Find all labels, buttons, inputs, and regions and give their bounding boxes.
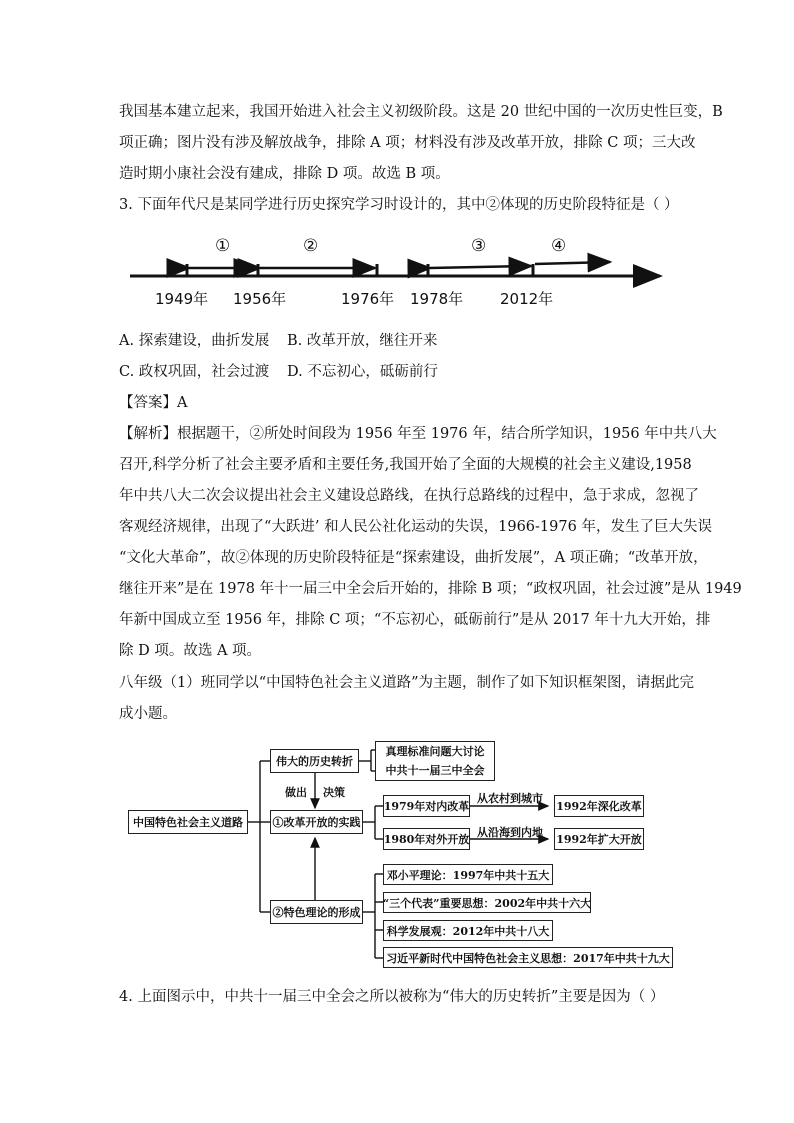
year-1978: 1978年 [410, 290, 464, 308]
option-b: B. 改革开放，继往开来 [287, 333, 438, 349]
decide-right-label: 决策 [323, 786, 345, 799]
analysis-line-4: 客观经济规律，出现了“大跃进’ 和人民公社化运动的失误，1966-1976 年，发生了巨大失误 [119, 519, 712, 535]
prev-answer-line-2: 项正确；图片没有涉及解放战争，排除 A 项；材料没有涉及改革开放，排除 C 项；三大改 [119, 135, 696, 151]
year-1949: 1949年 [155, 290, 209, 308]
question-4-stem: 4. 上面图示中，中共十一届三中全会之所以被称为“伟大的历史转折”主要是因为（ ） [119, 989, 665, 1005]
analysis-line-3: 年中共八大二次会议提出社会主义建设总路线，在执行总路线的过程中，急于求成，忽视了 [119, 488, 699, 504]
decide-left-label: 做出 [285, 786, 307, 799]
analysis-line-2: 召开,科学分析了社会主要矛盾和主要任务,我国开始了全面的大规模的社会主义建设,1958 [119, 457, 692, 473]
open-arrow-label: 从沿海到内地 [477, 826, 543, 839]
root-box: 中国特色社会主义道路 [128, 810, 248, 834]
theory-item-2: “三个代表”重要思想：2002年中共十六大 [383, 892, 591, 913]
prev-answer-line-3: 造时期小康社会没有建成，排除 D 项。故选 B 项。 [119, 166, 450, 182]
timeline-figure [125, 228, 670, 320]
prev-answer-line-1: 我国基本建立起来，我国开始进入社会主义初级阶段。这是 20 世纪中国的一次历史性巨变，B [119, 104, 723, 120]
option-a: A. 探索建设，曲折发展 [119, 333, 270, 349]
turning-box: 伟大的历史转折 [270, 749, 359, 773]
option-c: C. 政权巩固，社会过渡 [119, 364, 270, 380]
reform-arrow-label: 从农村到城市 [477, 792, 543, 805]
open-1992-box: 1992年扩大开放 [554, 828, 644, 850]
theory-item-1: 邓小平理论：1997年中共十五大 [383, 864, 553, 885]
year-2012: 2012年 [500, 290, 554, 308]
option-d: D. 不忘初心，砥砺前行 [287, 364, 438, 380]
year-1976: 1976年 [341, 290, 395, 308]
practice-box: ①改革开放的实践 [270, 810, 363, 834]
turning-items-box [375, 741, 495, 781]
segment-3-arrow [430, 266, 531, 268]
analysis-line-1: 【解析】根据题干，②所处时间段为 1956 年至 1976 年，结合所学知识，1956 年中共八大 [119, 426, 717, 442]
analysis-line-8: 除 D 项。故选 A 项。 [119, 643, 262, 659]
turning-item-2: 中共十一届三中全会 [385, 764, 485, 777]
intro-line-1: 八年级（1）班同学以“中国特色社会主义道路”为主题，制作了如下知识框架图，请据此完 [119, 675, 695, 691]
question-3-stem: 3. 下面年代尺是某同学进行历史探究学习时设计的，其中②体现的历史阶段特征是（ ） [119, 197, 679, 213]
mark-2: ② [303, 236, 319, 256]
analysis-line-6: 继往开来”是在 1978 年十一届三中全会后开始的，排除 B 项；“政权巩固，社会过渡”是从 1949 [119, 581, 742, 597]
theory-item-3: 科学发展观：2012年中共十八大 [383, 920, 553, 941]
theory-item-4: 习近平新时代中国特色社会主义思想：2017年中共十九大 [383, 947, 673, 968]
intro-line-2: 成小题。 [119, 706, 177, 722]
segment-4-arrow [535, 262, 610, 264]
turning-item-1: 真理标准问题大讨论 [385, 745, 485, 758]
mark-1: ① [215, 236, 231, 256]
analysis-line-5: “文化大革命”，故②体现的历史阶段特征是“探索建设，曲折发展”，A 项正确；“改革开放， [119, 550, 708, 566]
reform-1992-box: 1992年深化改革 [554, 795, 644, 817]
analysis-line-7: 年新中国成立至 1956 年，排除 C 项；“不忘初心，砥砺前行”是从 2017 年十九大开始，排 [119, 612, 711, 628]
year-1956: 1956年 [233, 290, 287, 308]
reform-1979-box: 1979年对内改革 [383, 795, 470, 817]
mark-3: ③ [471, 236, 487, 256]
framework-diagram [125, 740, 680, 972]
answer: 【答案】A [119, 395, 188, 411]
open-1980-box: 1980年对外开放 [383, 828, 470, 850]
theory-box: ②特色理论的形成 [270, 900, 363, 924]
mark-4: ④ [551, 236, 567, 256]
